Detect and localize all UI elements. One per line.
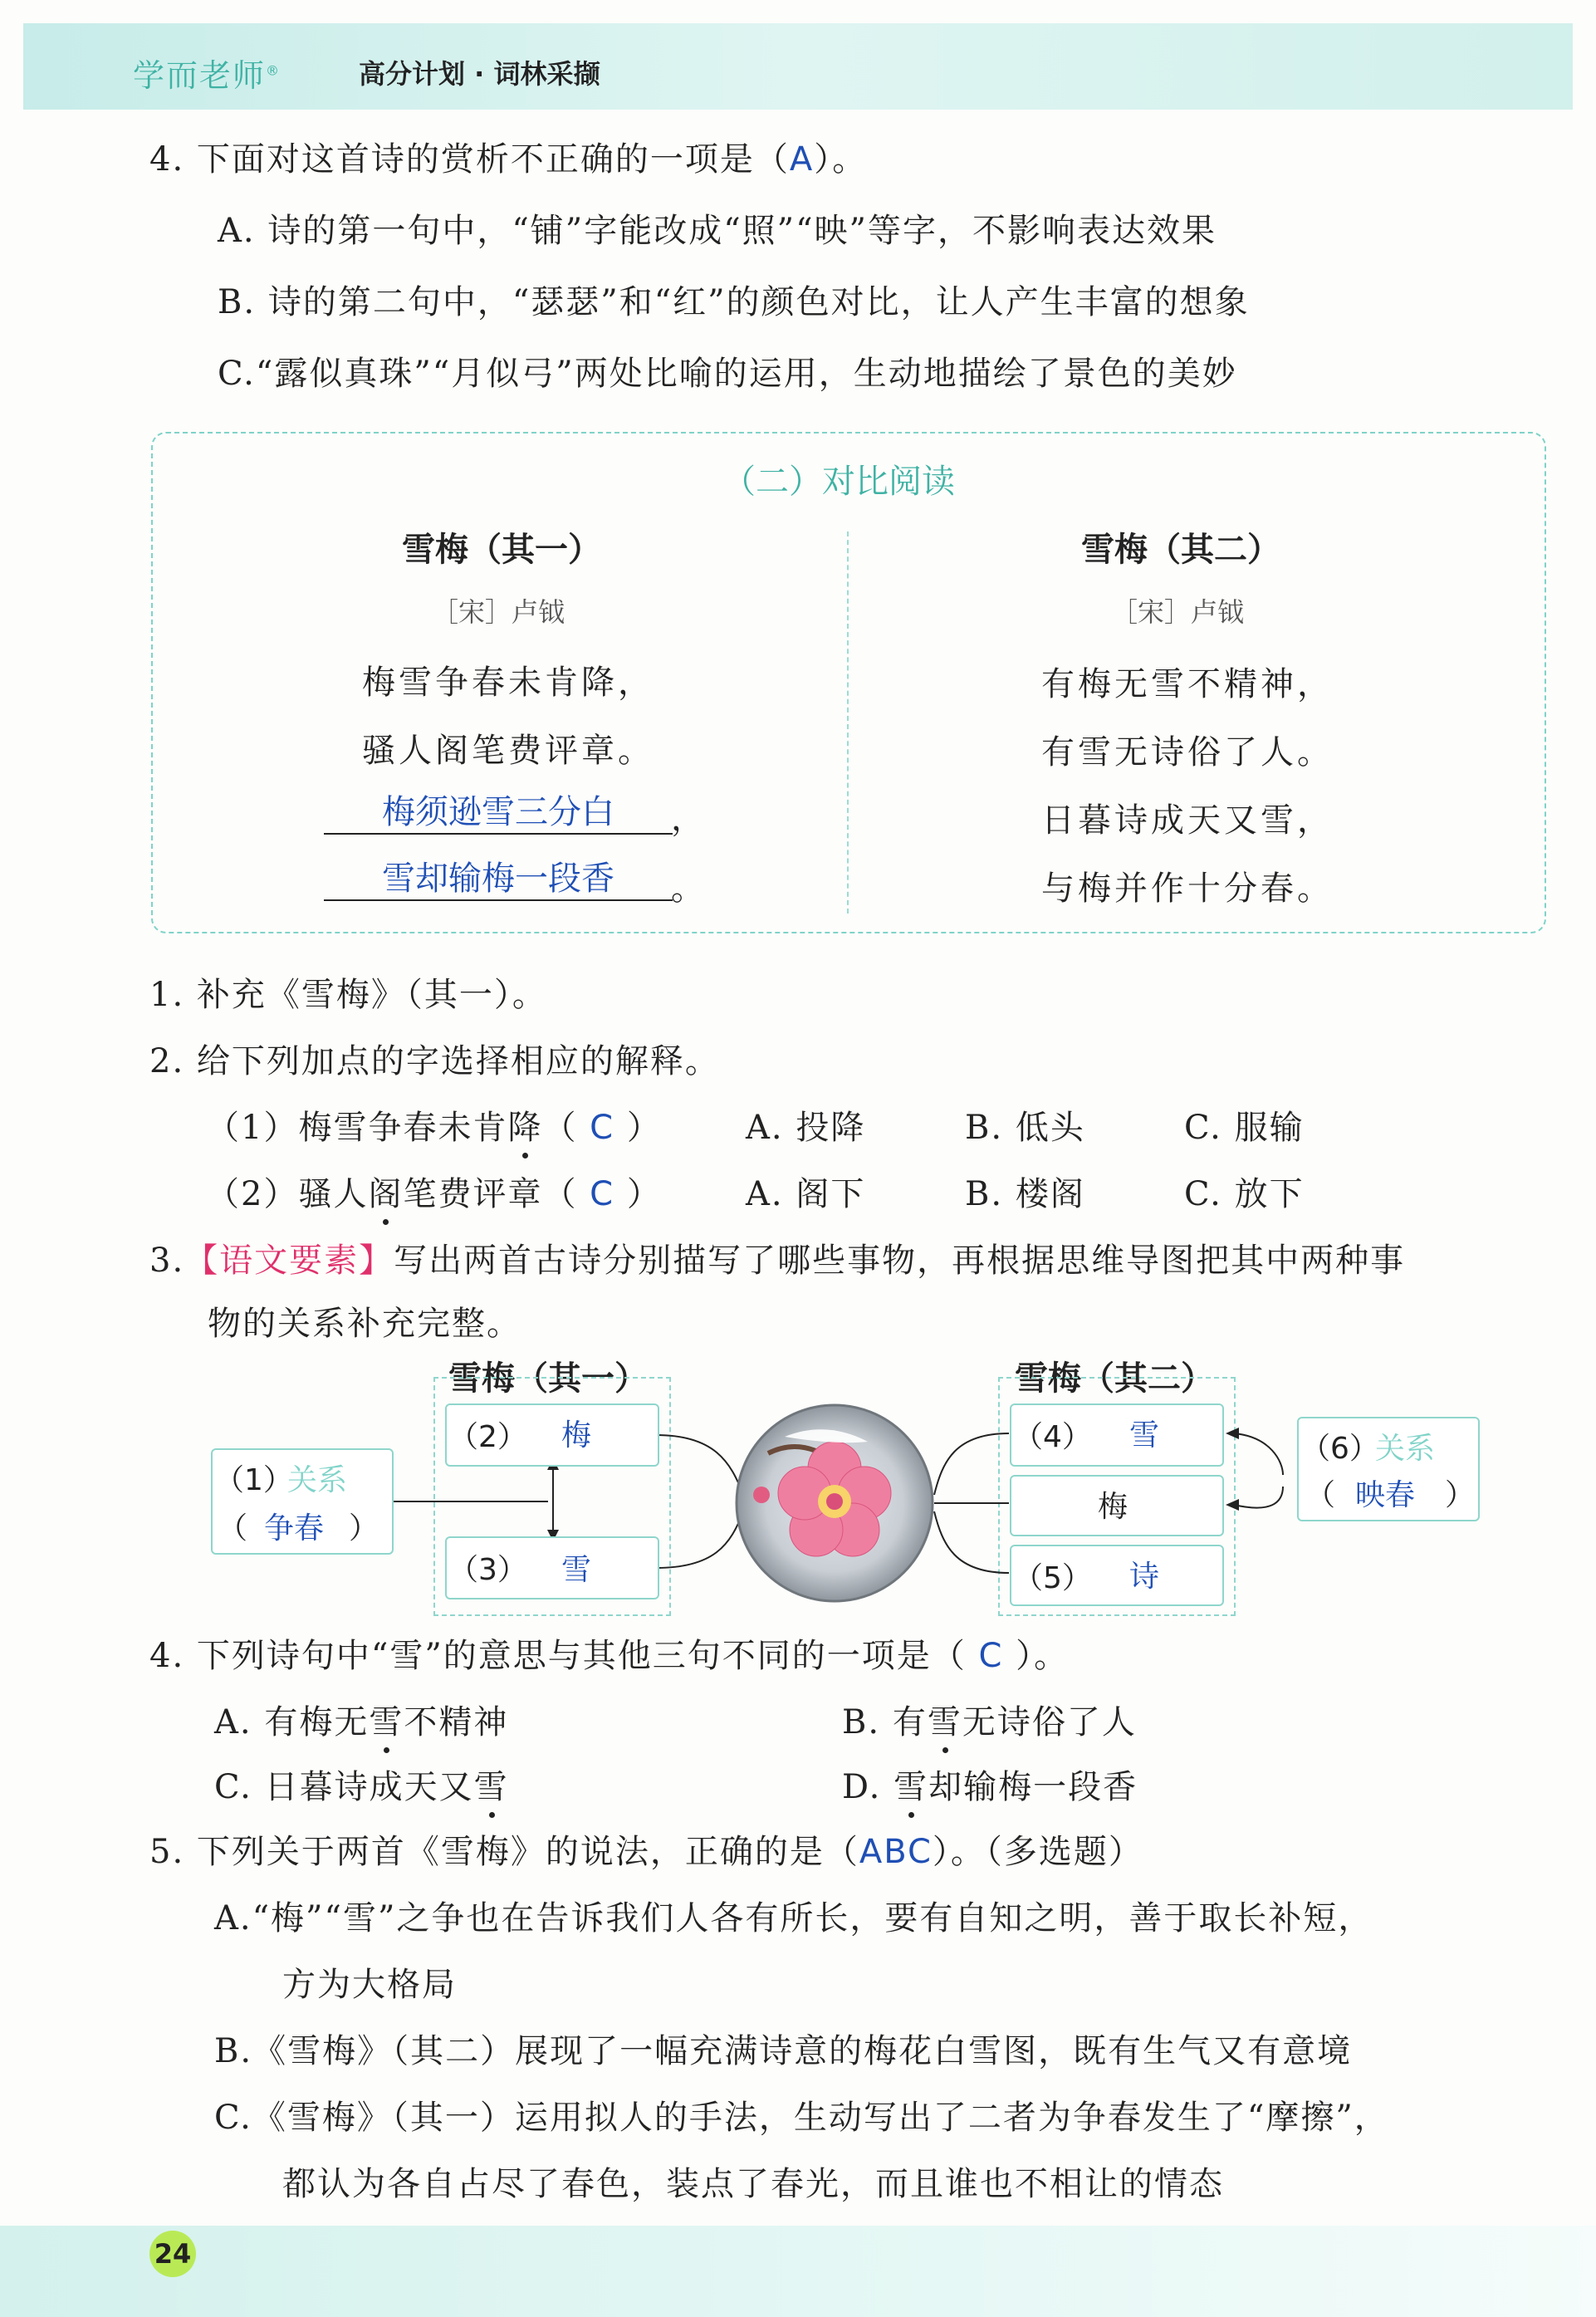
node-5-num: （5）	[1013, 1561, 1092, 1595]
q5-option-b: B.《雪梅》（其二）展现了一幅充满诗意的梅花白雪图，既有生气又有意境	[214, 2032, 1353, 2070]
poem1-fill-2-punct: 。	[671, 869, 707, 908]
node-1-num: （1）	[214, 1463, 293, 1497]
poem1-author: ［宋］卢钺	[432, 596, 565, 628]
node-6-close: ）	[1445, 1478, 1476, 1512]
q5-option-a-line-1: A.“梅”“雪”之争也在告诉我们人各有所长，要有自知之明，善于取长补短，	[214, 1899, 1373, 1937]
node-plum-label: 梅	[1098, 1490, 1128, 1524]
node-6-label: 关系	[1375, 1432, 1436, 1466]
node-6-open: （	[1305, 1478, 1336, 1512]
prev-q4-option-b: B. 诗的第二句中，“瑟瑟”和“红”的颜色对比，让人产生丰富的想象	[218, 283, 1250, 321]
plum-blossom-image	[735, 1403, 934, 1603]
q2-item-1-option-b: B. 低头	[965, 1109, 1085, 1147]
node-6-num: （6）	[1300, 1432, 1379, 1466]
prev-q4-stem: 4. 下面对这首诗的赏析不正确的一项是（A）。	[149, 140, 868, 179]
page-footer	[0, 2226, 1596, 2317]
q4-option-b: B. 有雪无诗俗了人	[842, 1696, 1137, 1743]
poem2-line-4: 与梅并作十分春。	[1041, 869, 1334, 908]
q2-stem: 2. 给下列加点的字选择相应的解释。	[149, 1042, 720, 1080]
node-4-num: （4）	[1013, 1420, 1092, 1454]
q5-stem: 5. 下列关于两首《雪梅》的说法，正确的是（ABC）。（多选题）	[149, 1833, 1143, 1871]
poem1-line-1: 梅雪争春未肯降，	[362, 664, 654, 702]
node-2-answer: 梅	[561, 1418, 592, 1452]
poem2-line-2: 有雪无诗俗了人。	[1041, 733, 1334, 772]
q2-item-1-option-a: A. 投降	[746, 1109, 866, 1147]
q4-option-a: A. 有梅无雪不精神	[214, 1696, 508, 1743]
poem2-author: ［宋］卢钺	[1111, 596, 1245, 628]
q2-item-2-option-c: C. 放下	[1184, 1175, 1305, 1213]
node-5-answer: 诗	[1129, 1560, 1160, 1594]
q3-stem-line-2: 物的关系补充完整。	[208, 1305, 521, 1343]
node-2-num: （2）	[448, 1420, 527, 1454]
node-1-close: ）	[349, 1511, 379, 1545]
node-6-answer: 映春	[1355, 1478, 1416, 1512]
poem1-title: 雪梅（其一）	[402, 531, 601, 569]
mindmap-left-title: 雪梅（其一）	[448, 1359, 648, 1398]
q5-option-c-line-2: 都认为各自占尽了春色，装点了春光，而且谁也不相让的情态	[282, 2165, 1224, 2203]
section-title: （二）对比阅读	[722, 463, 955, 501]
q4-option-c: C. 日暮诗成天又雪	[214, 1761, 509, 1808]
q1-stem: 1. 补充《雪梅》（其一）。	[149, 976, 547, 1014]
node-4-answer: 雪	[1129, 1418, 1160, 1452]
header-title: 高分计划 · 词林采撷	[359, 58, 600, 90]
poem1-fill-2: 雪却输梅一段香	[324, 852, 673, 901]
poem2-title: 雪梅（其二）	[1081, 531, 1280, 569]
q2-item-1-option-c: C. 服输	[1184, 1109, 1305, 1147]
node-3-num: （3）	[448, 1553, 527, 1587]
poem2-line-3: 日暮诗成天又雪，	[1041, 801, 1334, 840]
q4-option-d: D. 雪却输梅一段香	[842, 1761, 1138, 1808]
poem2-line-1: 有梅无雪不精神，	[1041, 665, 1334, 703]
mindmap-right-title: 雪梅（其二）	[1015, 1359, 1214, 1398]
q2-item-1: （1）梅雪争春未肯降（ C ）	[206, 1101, 662, 1149]
q2-item-2-option-a: A. 阁下	[746, 1175, 866, 1213]
poem1-fill-1: 梅须逊雪三分白	[324, 786, 673, 835]
q3-tag: 【语文要素】	[184, 1242, 394, 1280]
page-number: 24	[149, 2231, 196, 2277]
q3-stem: 3.【语文要素】写出两首古诗分别描写了哪些事物，再根据思维导图把其中两种事	[149, 1242, 1406, 1280]
node-1-answer: 争春	[264, 1511, 325, 1545]
q5-option-a-line-2: 方为大格局	[282, 1966, 457, 2004]
node-3-answer: 雪	[561, 1553, 592, 1587]
poem1-fill-1-punct: ，	[671, 800, 707, 838]
q2-item-2: （2）骚人阁笔费评章（ C ）	[206, 1168, 662, 1215]
prev-q4-option-a: A. 诗的第一句中，“铺”字能改成“照”“映”等字，不影响表达效果	[218, 212, 1217, 250]
prev-q4-option-c: C.“露似真珠”“月似弓”两处比喻的运用，生动地描绘了景色的美妙	[218, 355, 1237, 393]
node-1-open: （	[218, 1511, 248, 1545]
q5-option-c-line-1: C.《雪梅》（其一）运用拟人的手法，生动写出了二者为争春发生了“摩擦”，	[214, 2099, 1389, 2137]
q4-stem: 4. 下列诗句中“雪”的意思与其他三句不同的一项是（ C ）。	[149, 1637, 1070, 1675]
node-1-label: 关系	[287, 1463, 348, 1497]
brand-logo: 学而老师®	[133, 57, 282, 94]
poem1-line-2: 骚人阁笔费评章。	[362, 732, 654, 770]
q2-item-2-option-b: B. 楼阁	[965, 1175, 1085, 1213]
